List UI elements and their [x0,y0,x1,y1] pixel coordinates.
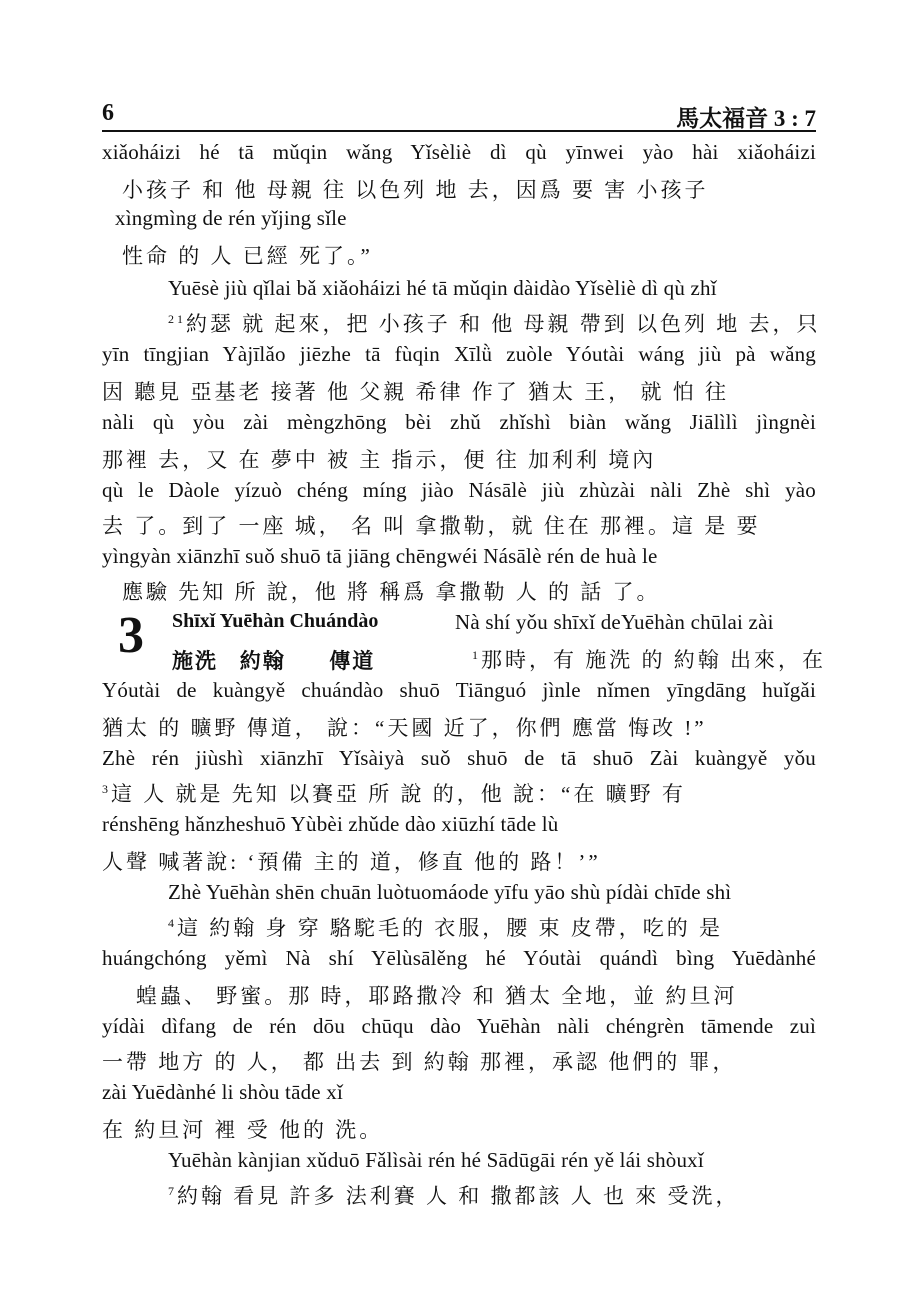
pinyin-line: yídài dìfang de rén dōu chūqu dào Yuēhàn nàli chéngrèn tāmende zuì [102,1014,816,1038]
pinyin-line: Zhè rén jiùshì xiānzhī Yǐsàiyà suǒ shuō de tā shuō Zài kuàngyě yǒu [102,746,816,770]
verse-number: 3 [102,782,111,796]
chinese-line: 因 聽見 亞基老 接著 他 父親 希律 作了 猶太 王， 就 怕 往 [102,380,729,404]
chinese-line: $^4$這 約翰 身 穿 駱駝毛的 衣服，腰 束 皮帶，吃的 是 [168,916,723,940]
chinese-line: 那裡 去，又 在 夢中 被 主 指示，便 往 加利利 境內 [102,448,657,472]
chinese-line: $^1$那時，有 施洗 的 約翰 出來，在 [472,648,826,672]
chinese-line: 在 約旦河 裡 受 他的 洗。 [102,1118,384,1142]
page-number: 6 [102,100,114,126]
verse-number: 21 [168,312,186,326]
chinese-line: 猶太 的 曠野 傳道， 說：“天國 近了，你們 應當 悔改 !” [102,716,707,740]
pinyin-line: xiǎoháizi hé tā mǔqin wǎng Yǐsèliè dì qù yīnwei yào hài xiǎoháizi [102,140,816,164]
pinyin-line: Nà shí yǒu shīxǐ deYuēhàn chūlai zài [455,610,774,634]
pinyin-line: xìngmìng de rén yǐjing sǐle [115,206,347,230]
page-header [102,100,816,132]
pinyin-line: zài Yuēdànhé li shòu tāde xǐ [102,1080,343,1104]
pinyin-line: huángchóng yěmì Nà shí Yēlùsālěng hé Yóutài quándì bìng Yuēdànhé [102,946,816,970]
chapter-number: 3 [118,607,144,664]
pinyin-line: Yuēhàn kànjian xǔduō Fǎlìsài rén hé Sādūgāi rén yě lái shòuxǐ [168,1148,704,1172]
chinese-line: 蝗蟲、 野蜜。那 時，耶路撒冷 和 猶太 全地，並 約旦河 [136,984,738,1008]
running-head: 馬太福音 3 : 7 [676,106,816,131]
section-heading-chinese: 施洗 約翰 傳道 [172,649,376,673]
pinyin-line: rénshēng hǎnzheshuō Yùbèi zhǔde dào xiūzhí tāde lù [102,812,559,836]
pinyin-line: Yuēsè jiù qǐlai bǎ xiǎoháizi hé tā mǔqin dàidào Yǐsèliè dì qù zhǐ [168,276,717,300]
chinese-line: 應驗 先知 所 說，他 將 稱爲 拿撒勒 人 的 話 了。 [122,580,661,604]
pinyin-line: Yóutài de kuàngyě chuándào shuō Tiānguó jìnle nǐmen yīngdāng huǐgǎi [102,678,816,702]
chinese-line: 性命 的 人 已經 死了。” [122,244,373,268]
pinyin-line: nàli qù yòu zài mèngzhōng bèi zhǔ zhǐshì biàn wǎng Jiālìlì jìngnèi [102,410,816,434]
verse-number: 7 [168,1184,177,1198]
section-heading-pinyin: Shīxǐ Yuēhàn Chuándào [172,610,379,632]
chinese-line: 一帶 地方 的 人， 都 出去 到 約翰 那裡，承認 他們的 罪， [102,1050,737,1074]
chinese-line: 去 了。到了 一座 城， 名 叫 拿撒勒，就 住在 那裡。這 是 要 [102,514,761,538]
chinese-line: $^{21}$約瑟 就 起來，把 小孩子 和 他 母親 帶到 以色列 地 去，只 [168,312,821,336]
pinyin-line: yìngyàn xiānzhī suǒ shuō tā jiāng chēngwéi Násālè rén de huà le [102,544,658,568]
pinyin-line: qù le Dàole yízuò chéng míng jiào Násālè jiù zhùzài nàli Zhè shì yào [102,478,816,502]
chinese-line: $^7$約翰 看見 許多 法利賽 人 和 撒都該 人 也 來 受洗， [168,1184,740,1208]
chinese-line: $^3$這 人 就是 先知 以賽亞 所 說 的，他 說：“在 曠野 有 [102,782,686,806]
chinese-line: 小孩子 和 他 母親 往 以色列 地 去，因爲 要 害 小孩子 [122,178,709,202]
verse-number: 1 [472,648,481,662]
verse-number: 4 [168,916,177,930]
chinese-line: 人聲 喊著說: ‘預備 主的 道，修直 他的 路！’” [102,850,601,874]
pinyin-line: Zhè Yuēhàn shēn chuān luòtuomáode yīfu yāo shù pídài chīde shì [168,880,732,904]
pinyin-line: yīn tīngjian Yàjīlǎo jiēzhe tā fùqin Xīlǜ zuòle Yóutài wáng jiù pà wǎng [102,342,816,366]
